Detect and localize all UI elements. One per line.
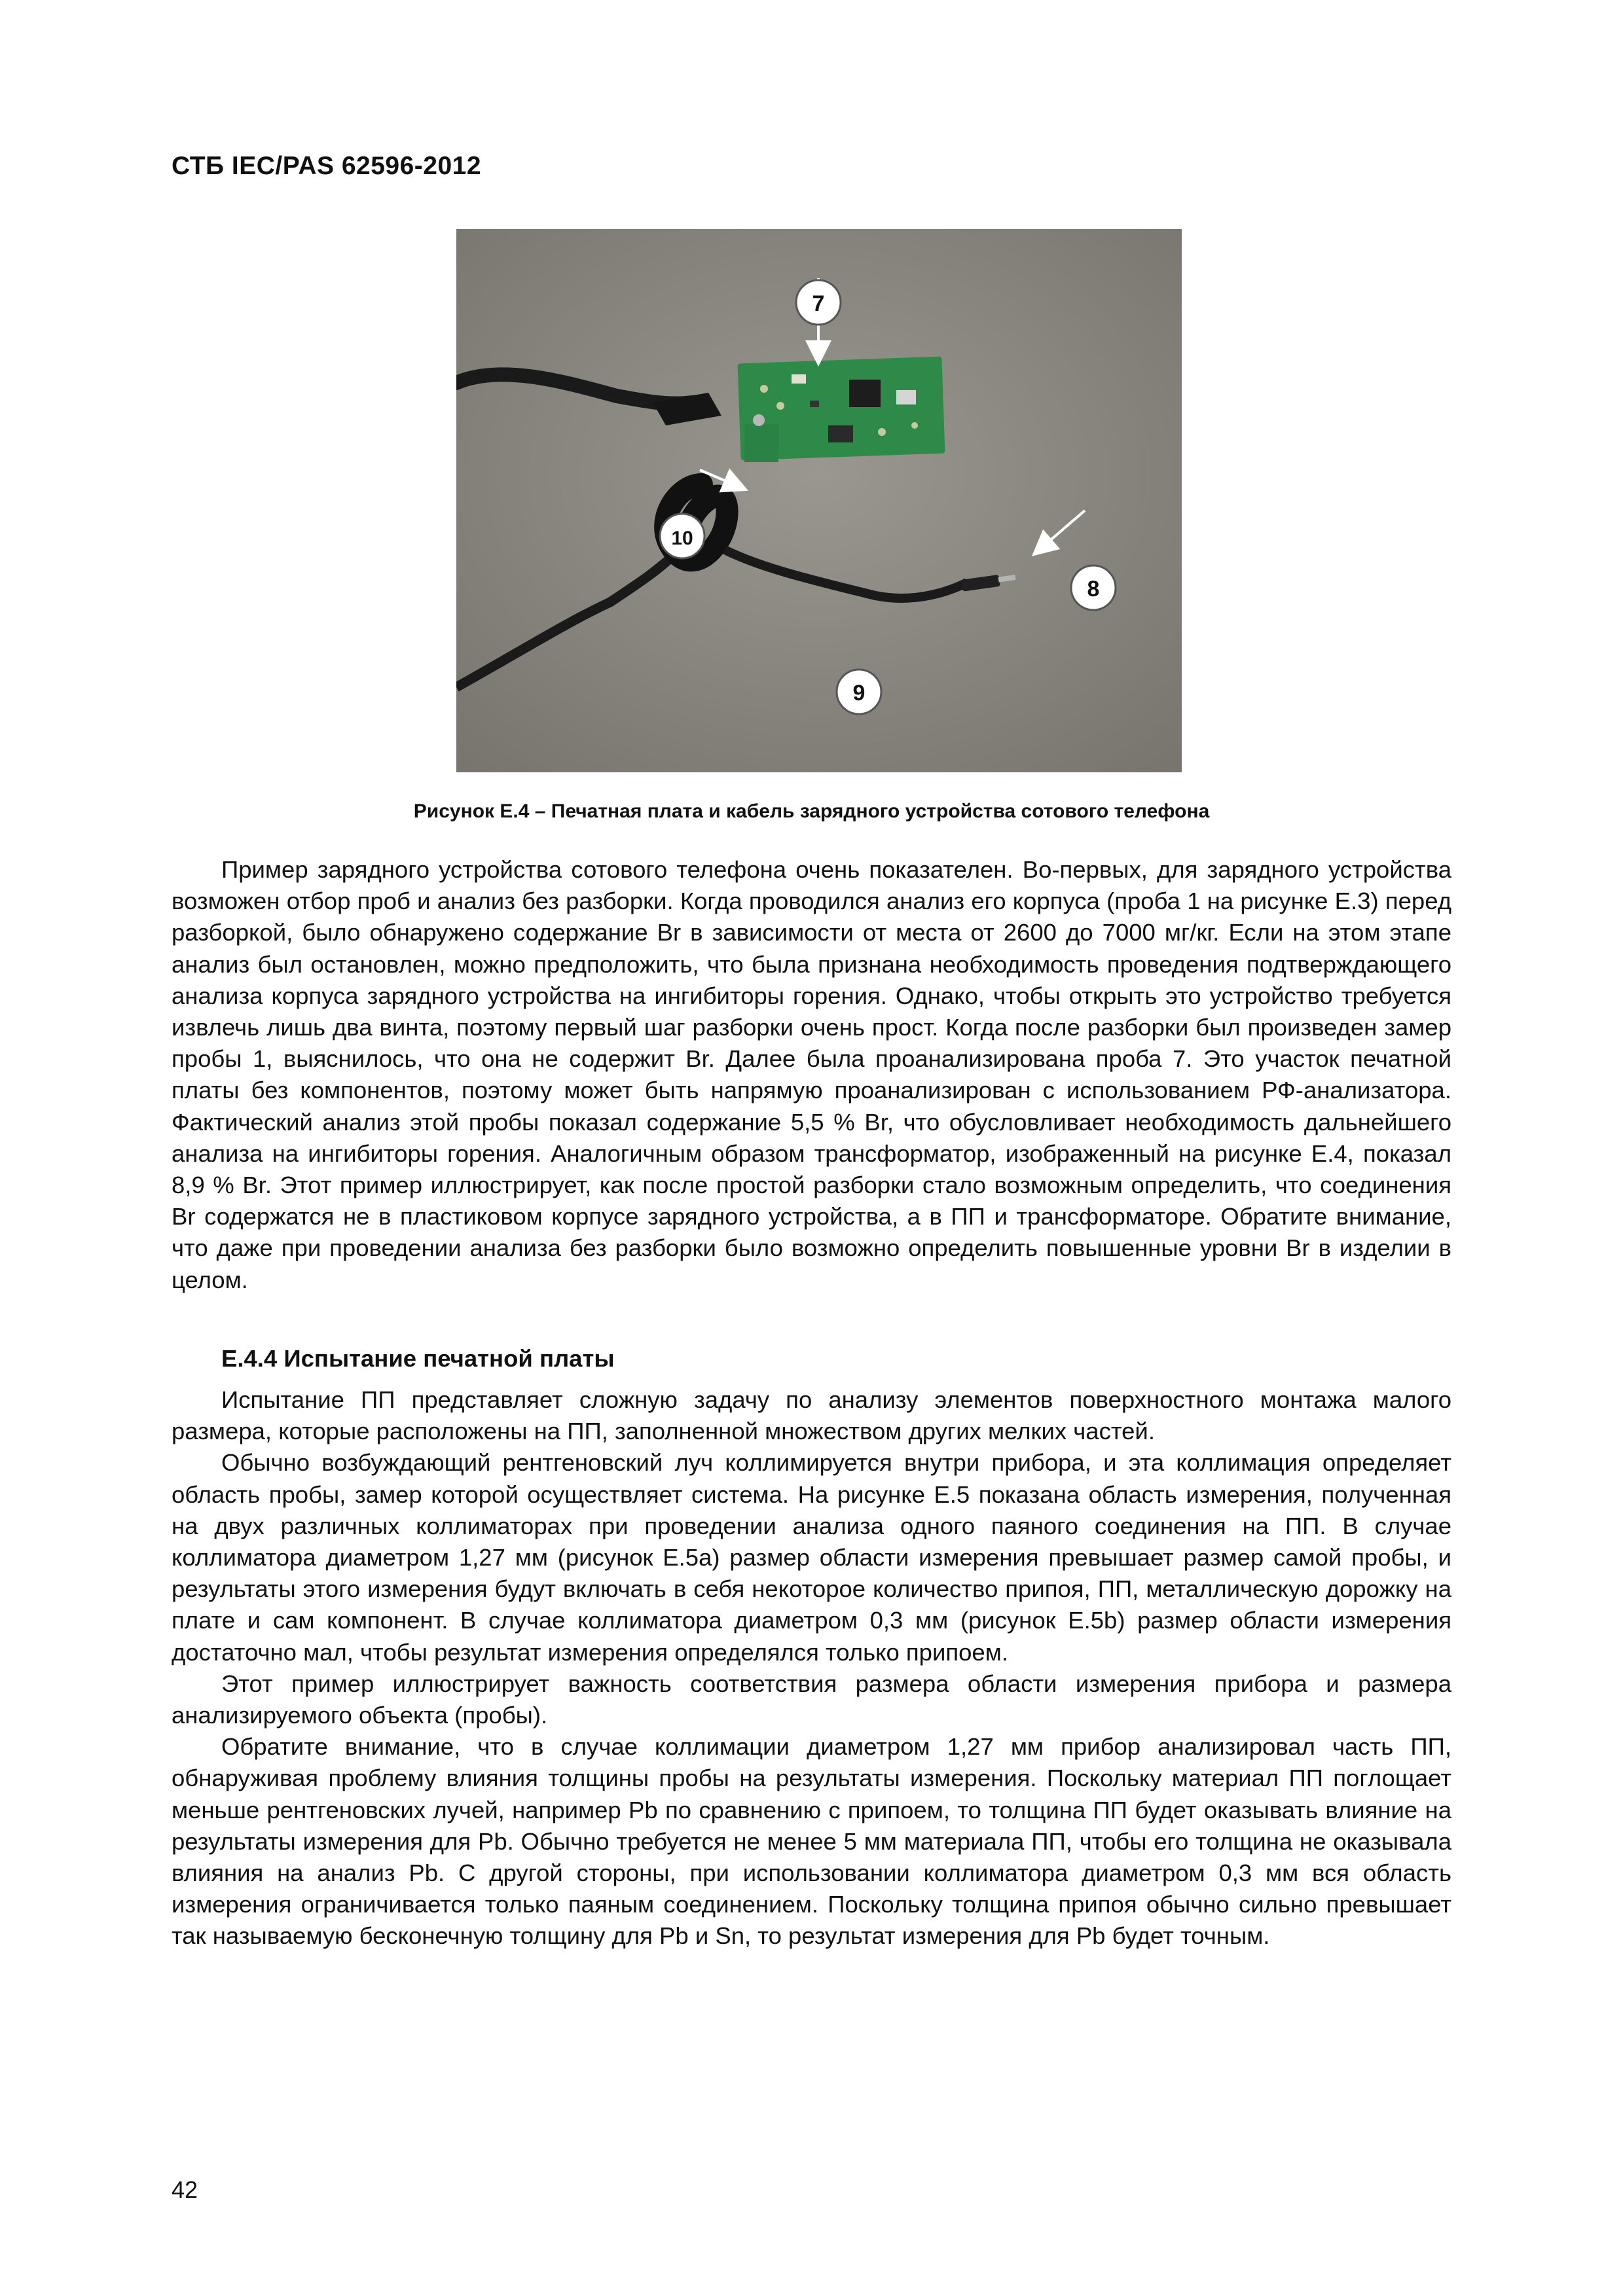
paragraph: Этот пример иллюстрирует важность соответствия размера области измерения прибора и размера анализируемого объекта (пробы). xyxy=(172,1670,1451,1729)
paragraph: Испытание ПП представляет сложную задачу по анализу элементов поверхностного монтажа малого размера, которые расположены на ПП, заполненной множеством других мелких частей. xyxy=(172,1386,1451,1445)
document-header: СТБ IEC/PAS 62596-2012 xyxy=(172,152,482,180)
callout-7 xyxy=(796,280,841,325)
body-section-a xyxy=(172,854,1451,1296)
callout-9 xyxy=(837,670,881,714)
svg-text:9: 9 xyxy=(852,681,866,706)
paragraph: Обычно возбуждающий рентгеновский луч коллимируется внутри прибора, и эта коллимация определяет область пробы, замер которой осуществляет система. На рисунке Е.5 показана область измерения, полученная на двух различных коллиматорах при проведении анализа одного паяного соединения на ПП. В случае коллиматора диаметром 1,27 мм (рисунок Е.5a) размер области измерения превышает размер самой пробы, и результаты этого измерения будут включать в себя некоторое количество припоя, ПП, металлическую дорожку на плате и сам компонент. В случае коллиматора диаметром 0,3 мм (рисунок Е.5b) размер области измерения достаточно мал, чтобы результат измерения определялся только припоем. xyxy=(172,1449,1451,1666)
figure-photo xyxy=(456,229,1182,772)
callout-10 xyxy=(660,514,704,558)
svg-text:7: 7 xyxy=(812,291,825,316)
body-section-b xyxy=(172,1384,1451,1952)
paragraph: Обратите внимание, что в случае коллимации диаметром 1,27 мм прибор анализировал часть ПП, обнаруживая проблему влияния толщины пробы на результаты измерения. Поскольку материал ПП поглощает меньше рентгеновских лучей, например Pb по сравнению с припоем, то толщина ПП будет оказывать влияние на результаты измерения для Pb. Обычно требуется не менее 5 мм материала ПП, чтобы его толщина не оказывала влияния на анализ Pb. С другой стороны, при использовании коллиматора диаметром 0,3 мм вся область измерения ограничивается только паяным соединением. Поскольку толщина припоя обычно сильно превышает так называемую бесконечную толщину для Pb и Sn, то результат измерения для Pb будет точным. xyxy=(172,1733,1451,1950)
figure-caption: Рисунок Е.4 – Печатная плата и кабель зарядного устройства сотового телефона xyxy=(413,800,1210,822)
pcb-cable-photo xyxy=(456,229,1182,772)
circuit-board xyxy=(738,357,945,462)
svg-text:8: 8 xyxy=(1087,577,1100,601)
svg-text:10: 10 xyxy=(671,528,693,549)
page-number: 42 xyxy=(172,2176,198,2203)
paragraph: Пример зарядного устройства сотового телефона очень показателен. Во-первых, для зарядного устройства возможен отбор проб и анализ без разборки. Когда проводился анализ его корпуса (проба 1 на рисунке Е.3) перед разборкой, было обнаружено содержание Br в зависимости от места от 2600 до 7000 мг/кг. Если на этом этапе анализ был остановлен, можно предположить, что была признана необходимость проведения подтверждающего анализа корпуса зарядного устройства на ингибиторы горения. Однако, чтобы открыть это устройство требуется извлечь лишь два винта, поэтому первый шаг разборки очень прост. Когда после разборки был произведен замер пробы 1, выяснилось, что она не содержит Br. Далее была проанализирована проба 7. Это участок печатной платы без компонентов, поэтому может быть напрямую проанализирован с использованием РФ-анализатора. Фактический анализ этой пробы показал содержание 5,5 % Br, что обусловливает необходимость дальнейшего анализа на ингибиторы горения. Аналогичным образом трансформатор, изображенный на рисунке Е.4, показал 8,9 % Br. Этот пример иллюстрирует, как после простой разборки стало возможным определить, что соединения Br содержатся не в пластиковом корпусе зарядного устройства, а в ПП и трансформаторе. Обратите внимание, что даже при проведении анализа без разборки было возможно определить повышенные уровни Br в изделии в целом. xyxy=(172,856,1451,1293)
section-heading: Е.4.4 Испытание печатной платы xyxy=(221,1345,615,1372)
callout-8 xyxy=(1071,565,1116,610)
